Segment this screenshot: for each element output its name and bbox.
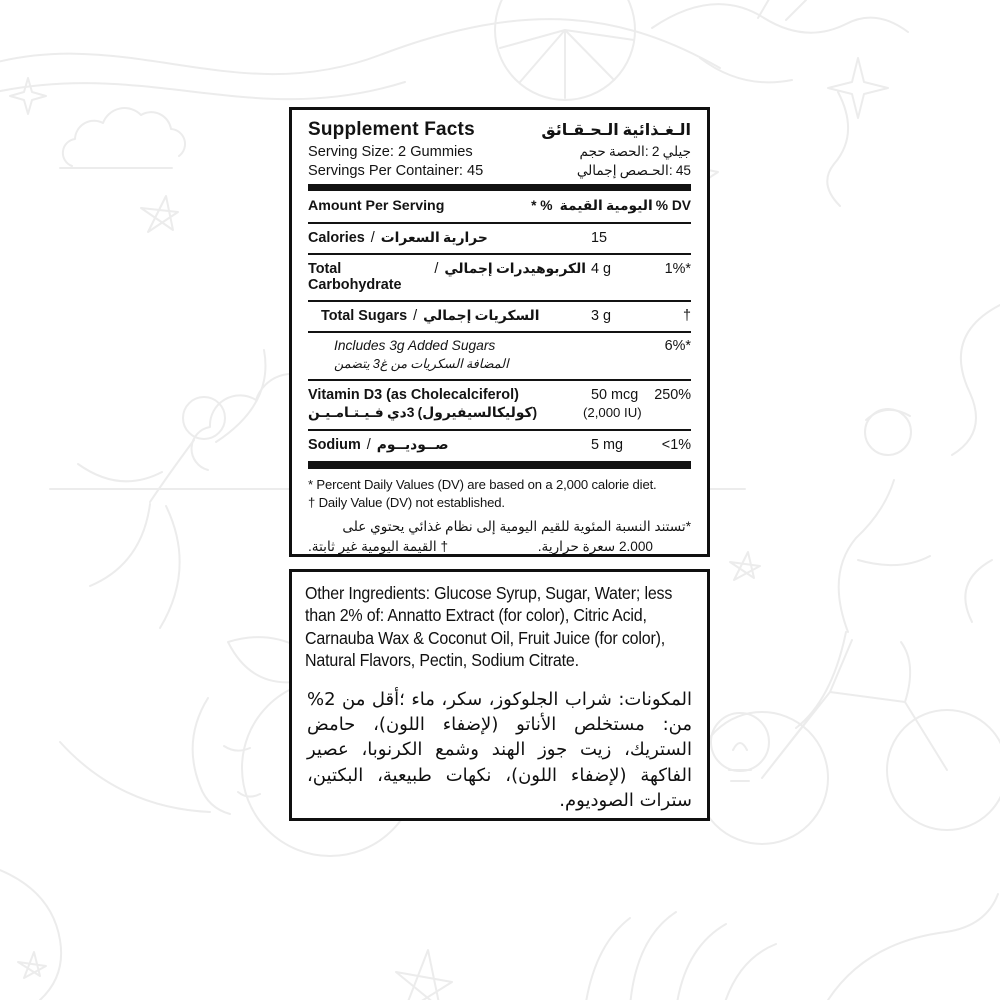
thick-divider — [308, 184, 691, 191]
serving-size-row — [308, 144, 691, 160]
added-sugars-label-ar: يتضمن 3 غ من السكريات المضافة — [334, 356, 509, 371]
amount-per-serving-header — [308, 191, 691, 222]
servings-per-container-ar: إجمالي الحـصص: 45 — [576, 163, 691, 178]
calories-amount: 15 — [591, 230, 608, 246]
small-cloud-top-left — [60, 108, 185, 168]
cyclist-right — [696, 409, 1000, 844]
sugars-amount: 3 g — [591, 308, 612, 324]
row-vitamin-d3 — [308, 381, 691, 429]
carbohydrate-label-ar: إجمالي الكربوهيدرات — [444, 261, 586, 276]
row-calories — [308, 224, 691, 253]
dv-star: * % — [531, 198, 553, 213]
facts-title-row — [308, 119, 691, 141]
sodium-label-en: Sodium — [308, 437, 361, 453]
calories-label-en: Calories — [308, 230, 365, 246]
slash-separator: / — [370, 230, 375, 246]
serving-size-en: Serving Size: 2 Gummies — [308, 144, 473, 160]
sodium-label-ar: صــوديــوم — [376, 437, 449, 452]
hand-bottom — [560, 912, 780, 1000]
daily-value-header — [531, 198, 691, 214]
row-total-carbohydrate — [308, 255, 691, 300]
sodium-dv: <1% — [661, 437, 691, 453]
row-added-sugars — [308, 333, 691, 379]
footnote-dv-en: * Percent Daily Values (DV) are based on a 2,000 calorie diet. — [308, 477, 657, 492]
other-ingredients-ar: المكونات: شراب الجلوكوز، سكر، ماء ؛أقل من 2% من: مستخلص الأناتو (لإضفاء اللون)، حامض الستريك، زيت جوز الهند وشمع الكرنوبا، عصير الفاكهة (لإضفاء اللون)، نكهات طبيعية، البكتين، سترات الصوديوم. — [307, 688, 692, 812]
dv-label-ar: القيمة اليومية — [559, 198, 653, 213]
supplement-facts-panel — [289, 107, 710, 557]
servings-per-container-en: Servings Per Container: 45 — [308, 163, 484, 179]
lemon-slice-top — [495, 0, 635, 100]
row-sodium — [308, 431, 691, 460]
sugars-label-en: Total Sugars — [321, 308, 408, 324]
light-bulb-right — [711, 713, 769, 781]
footnote-dv-ar-cont: 2.000 سعرة حرارية. — [537, 538, 653, 554]
amount-per-serving-label: Amount Per Serving — [308, 198, 445, 214]
carbohydrate-amount: 4 g — [591, 261, 612, 277]
carbohydrate-dv: 1%* — [664, 261, 691, 277]
vitamin-d3-dv: 250% — [654, 387, 691, 403]
carbohydrate-label-en: Total Carbohydrate — [308, 261, 402, 293]
footnote-ar-line2 — [308, 537, 691, 557]
serving-size-ar: حجم الحصة: 2 جيلي — [579, 144, 691, 159]
face-profile-left — [193, 698, 260, 814]
top-wave-lines — [0, 19, 720, 99]
facts-title-en: Supplement Facts — [308, 119, 475, 140]
vitamin-d3-amount: 50 mcg — [591, 387, 639, 403]
vitamin-d3-label-en: Vitamin D3 (as Cholecalciferol) — [308, 387, 519, 403]
footnotes-en — [308, 476, 691, 512]
calories-label-ar: السعرات حرارية — [380, 230, 488, 245]
added-sugars-dv: 6%* — [664, 338, 691, 354]
servings-per-container-row — [308, 163, 691, 179]
footnote-dagger-ar: † القيمة اليومية غير ثابتة. — [308, 538, 449, 554]
thick-divider — [308, 461, 691, 469]
jumping-figure-left — [60, 350, 265, 812]
footnote-dv-ar-line1: *تستند النسبة المئوية للقيم اليومية إلى نظام غذائي يحتوي على — [342, 519, 691, 535]
dv-label-en: % DV — [655, 198, 691, 213]
row-total-sugars — [308, 302, 691, 331]
sugars-dv: † — [682, 308, 691, 324]
slash-separator: / — [434, 261, 439, 277]
facts-title-ar: الـحـقـائق الـغـذائية — [541, 122, 691, 139]
slash-separator: / — [366, 437, 371, 453]
added-sugars-label-en: Includes 3g Added Sugars — [334, 338, 496, 353]
sodium-amount: 5 mg — [591, 437, 623, 453]
other-ingredients-en: Other Ingredients: Glucose Syrup, Sugar, Water; less than 2% of: Annatto Extract (for color), Citric Acid, Carnauba Wax & Coconut Oil, Fruit Juice (for color), Natural Flavors, Pectin, Sodium Citrate. — [305, 583, 673, 671]
vitamin-d3-label-ar: فـيـتـامـيـن دي 3 (كوليكالسيفيرول) — [308, 405, 538, 420]
sugars-label-ar: إجمالي السكريات — [423, 308, 540, 323]
vitamin-d3-iu: (2,000 IU) — [583, 405, 642, 420]
other-ingredients-panel — [289, 569, 710, 821]
footnote-dagger-en: † Daily Value (DV) not established. — [308, 495, 505, 511]
slash-separator: / — [413, 308, 418, 324]
